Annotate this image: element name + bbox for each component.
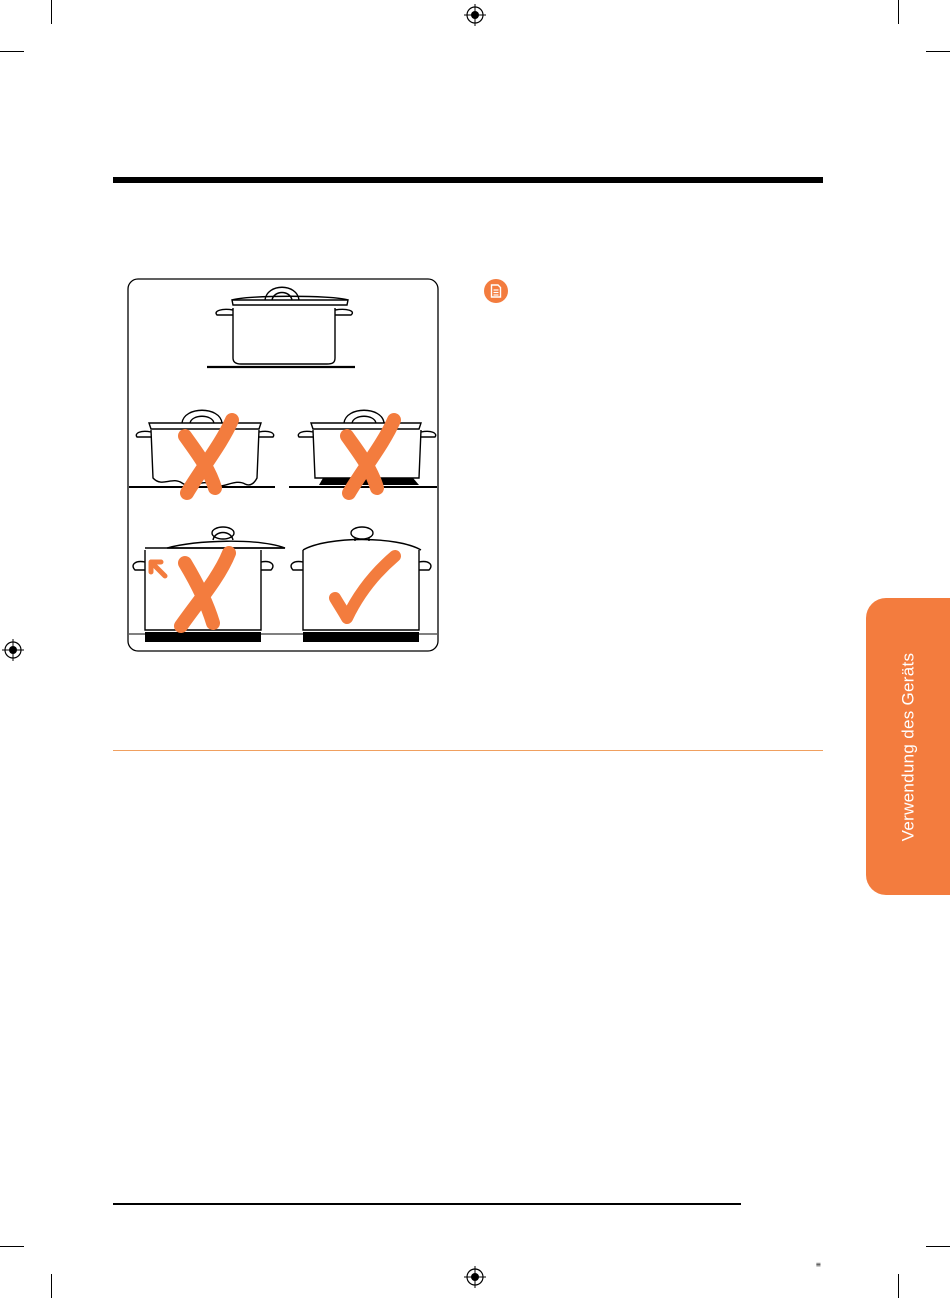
registration-mark-left bbox=[2, 639, 24, 661]
page-marker: ≡ bbox=[816, 1260, 821, 1269]
chapter-side-tab bbox=[866, 598, 950, 895]
crop-mark bbox=[51, 1274, 52, 1298]
footer-rule bbox=[113, 1203, 741, 1205]
crop-mark bbox=[926, 1246, 950, 1247]
crop-mark bbox=[926, 51, 950, 52]
section-divider bbox=[113, 750, 823, 751]
crop-mark bbox=[898, 1274, 899, 1298]
cookware-illustration bbox=[127, 278, 439, 652]
note-document-icon bbox=[484, 279, 508, 303]
crop-mark bbox=[51, 0, 52, 24]
registration-mark-bottom bbox=[464, 1266, 486, 1288]
crop-mark bbox=[898, 0, 899, 24]
registration-mark-top bbox=[464, 4, 486, 26]
crop-mark bbox=[0, 1246, 24, 1247]
crop-mark bbox=[0, 51, 24, 52]
chapter-side-tab-label: Verwendung des Geräts bbox=[898, 652, 918, 841]
section-header-rule bbox=[113, 177, 823, 183]
